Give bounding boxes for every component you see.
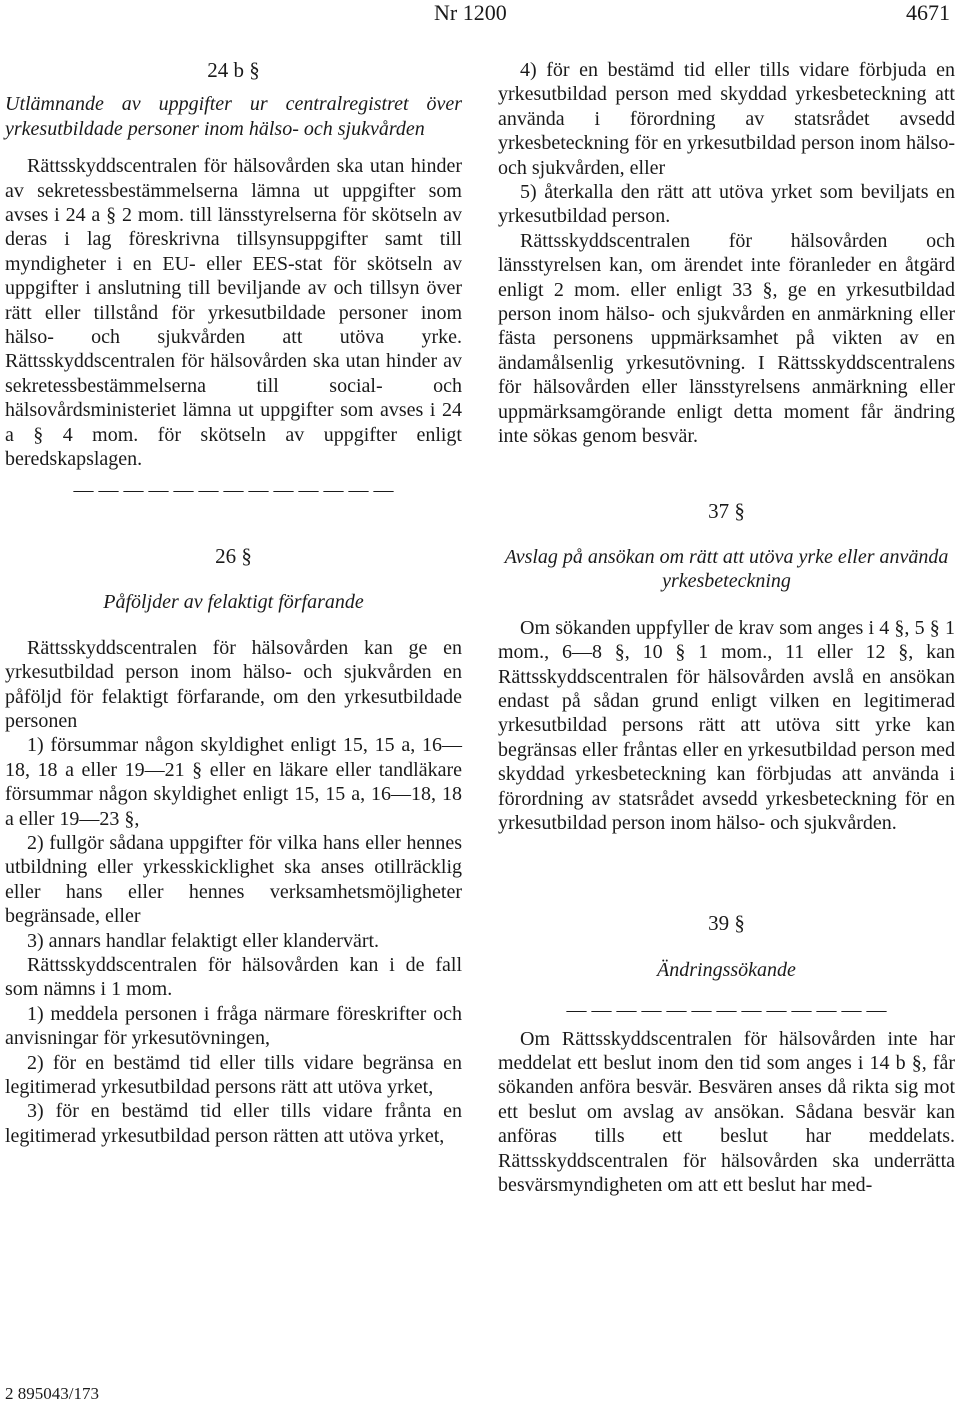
section-39-title: Ändringssökande	[657, 958, 796, 981]
section-26-item-1: 1) försummar någon skyldighet enligt 15, 15 a, 16—18, 18 a eller 19—21 § eller en läkare eller tandläkare försummar någon skyldighet enligt 15, 15 a, 16—18, 18 a eller 19—23 §,	[5, 734, 462, 830]
section-26-title: Påföljder av felaktigt förfarande	[103, 591, 364, 614]
print-code: 2 895043/173	[5, 1384, 99, 1403]
omission-dashes-right: — — — — — — — — — — — — —	[566, 999, 887, 1022]
section-24b-title: Utlämnande av uppgifter ur centralregistret över yrkesutbildade personer inom hälso- och sjukvården	[5, 93, 462, 140]
section-26-item-3: 3) annars handlar felaktigt eller klandervärt.	[27, 929, 380, 952]
section-26-measure-1: 1) meddela personen i fråga närmare föreskrifter och anvisningar för yrkesutövningen,	[5, 1002, 462, 1050]
omission-dashes: — — — — — — — — — — — — —	[73, 478, 394, 501]
section-37-heading: 37 §	[708, 498, 745, 523]
left-column	[5, 58, 462, 1148]
section-26-paragraph-2: Rättsskyddscentralen för hälsovården kan i de fall som nämns i 1 mom.	[5, 954, 462, 1001]
page-header	[0, 0, 960, 36]
section-26-measure-3: 3) för en bestämd tid eller tills vidare fråntа en legitimerad yrkesutbildad person rätten att utöva yrket,	[5, 1100, 462, 1147]
issue-number: Nr 1200	[434, 0, 507, 25]
section-26-measure-5: 5) återkalla den rätt att utöva yrket som beviljats en yrkesutbildad person.	[498, 181, 955, 228]
section-26-measure-4: 4) för en bestämd tid eller tills vidare förbjuda en yrkesutbildad person med skyddad yrkesbeteckning att använda i förordning av statsrådet avsedd yrkesbeteckning för en yrkesutbildad person inom hälso- och sjukvården, eller	[498, 59, 955, 179]
section-37-paragraph: Om sökanden uppfyller de krav som anges i 4 §, 5 § 1 mom., 6—8 §, 10 § 1 mom., 11 eller 12 §, kan Rättsskyddscentralen för hälsovården avslå en ansökan endast på sådan grund enligt vilken en legitimerad yrkesutbildad persons rätt att utöva sitt yrke kan begränsas eller fråntas eller en yrkesutbildad person med skyddad yrkesbeteckning kan förbjudas att använda i förordning av statsrådet avsedd yrkesbeteckning för en yrkesutbildad person inom hälso- och sjukvården.	[498, 616, 955, 834]
section-39-paragraph: Om Rättsskyddscentralen för hälsovården inte har meddelat ett beslut inom den tid som anges i 14 b §, får sökanden anföra besvär. Besvären anses då rikta sig mot ett beslut om avslag av ansökan. Sådana besvär kan anföras tills ett beslut har meddelats. Rättsskyddscentralen för hälsovården ska underrätta besvärsmyndigheten om att ett beslut har med-	[498, 1027, 955, 1197]
section-26-measure-2: 2) för en bestämd tid eller tills vidare begränsa en legitimerad yrkesutbildad persons rätt att utöva yrket,	[5, 1051, 462, 1099]
section-26-paragraph-1: Rättsskyddscentralen för hälsovården kan ge en yrkesutbildad person inom hälso- och sjukvården en påföljd för felaktigt förfarande, om den yrkesutbildade personen	[5, 636, 462, 732]
right-column	[498, 58, 955, 1197]
page-number: 4671	[906, 0, 950, 25]
section-26-paragraph-3: Rättsskyddscentralen för hälsovården och länsstyrelsen kan, om ärendet inte föranleder en åtgärd enligt 2 mom. eller enligt 33 §, ge en yrkesutbildad person inom hälso- och sjukvården en anmärkning eller fästa personens uppmärksamhet på vikten av en ändamålsenlig yrkesutövning. I Rättsskyddscentralens för hälsovården eller länsstyrelsens anmärkning eller uppmärksamgörande enligt detta moment får ändring inte sökas genom besvär.	[498, 229, 955, 448]
section-39-heading: 39 §	[708, 911, 745, 936]
section-24b-heading: 24 b §	[207, 58, 260, 82]
section-26-heading: 26 §	[215, 543, 252, 568]
section-24b-paragraph: Rättsskyddscentralen för hälsovården ska utan hinder av sekretessbestämmelserna lämna ut uppgifter som avses i 24 a § 2 mom. till länsstyrelserna för skötseln av deras i lag föreskrivna tillsynsuppgifter samt till myndigheter i en EU- eller EES-stat för skötseln av uppgifter i anslutning till beviljande av och tillsyn över rätt eller tillstånd för yrkesutbildade personer inom hälso- och sjukvården att utöva yrke. Rättsskyddscentralen för hälsovården ska utan hinder av sekretessbestämmelserna till social- och hälsovårdsministeriet lämna ut uppgifter som avses i 24 a § 4 mom. för skötseln av uppgifter enligt beredskapslagen.	[5, 155, 462, 471]
section-37-title: Avslag på ansökan om rätt att utöva yrke eller använda yrkesbeteckning	[504, 545, 949, 593]
section-26-item-2: 2) fullgör sådana uppgifter för vilka hans eller hennes utbildning eller yrkesskicklighet ska anses otillräcklig eller hans eller hennes verksamhetsmöjligheter begränsade, eller	[5, 831, 462, 928]
